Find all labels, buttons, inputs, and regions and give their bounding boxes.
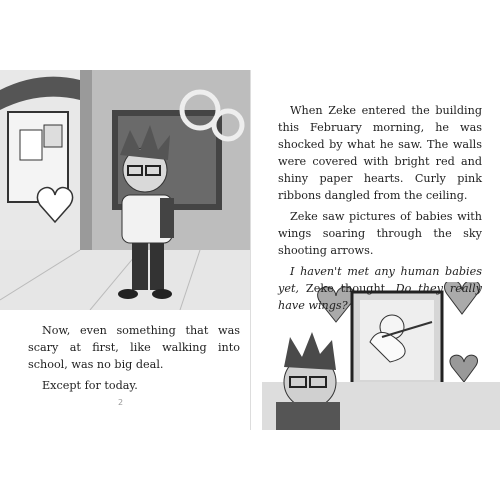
right-paragraph-1: When Zeke entered the building this February morning, he was shocked by what he saw. The walls were covered with bright red and shiny paper hearts. Curly pink ribbons dangled from the ceiling.	[278, 104, 482, 202]
left-paragraph-1: Now, even something that was scary at first, like walking into school, was no big deal.	[28, 324, 240, 371]
right-page-text	[278, 102, 482, 318]
left-paragraph-2: Except for today.	[42, 379, 138, 392]
left-page-text	[28, 322, 240, 398]
hallway-illustration	[0, 70, 250, 310]
right-paragraph-3: I haven't met any human babies yet, Zeke thought. Do they really have wings?	[278, 265, 483, 312]
page-gutter	[250, 70, 251, 430]
right-paragraph-2: Zeke saw pictures of babies with wings soaring through the sky shooting arrows.	[278, 210, 482, 257]
page-number: 2	[118, 398, 124, 407]
